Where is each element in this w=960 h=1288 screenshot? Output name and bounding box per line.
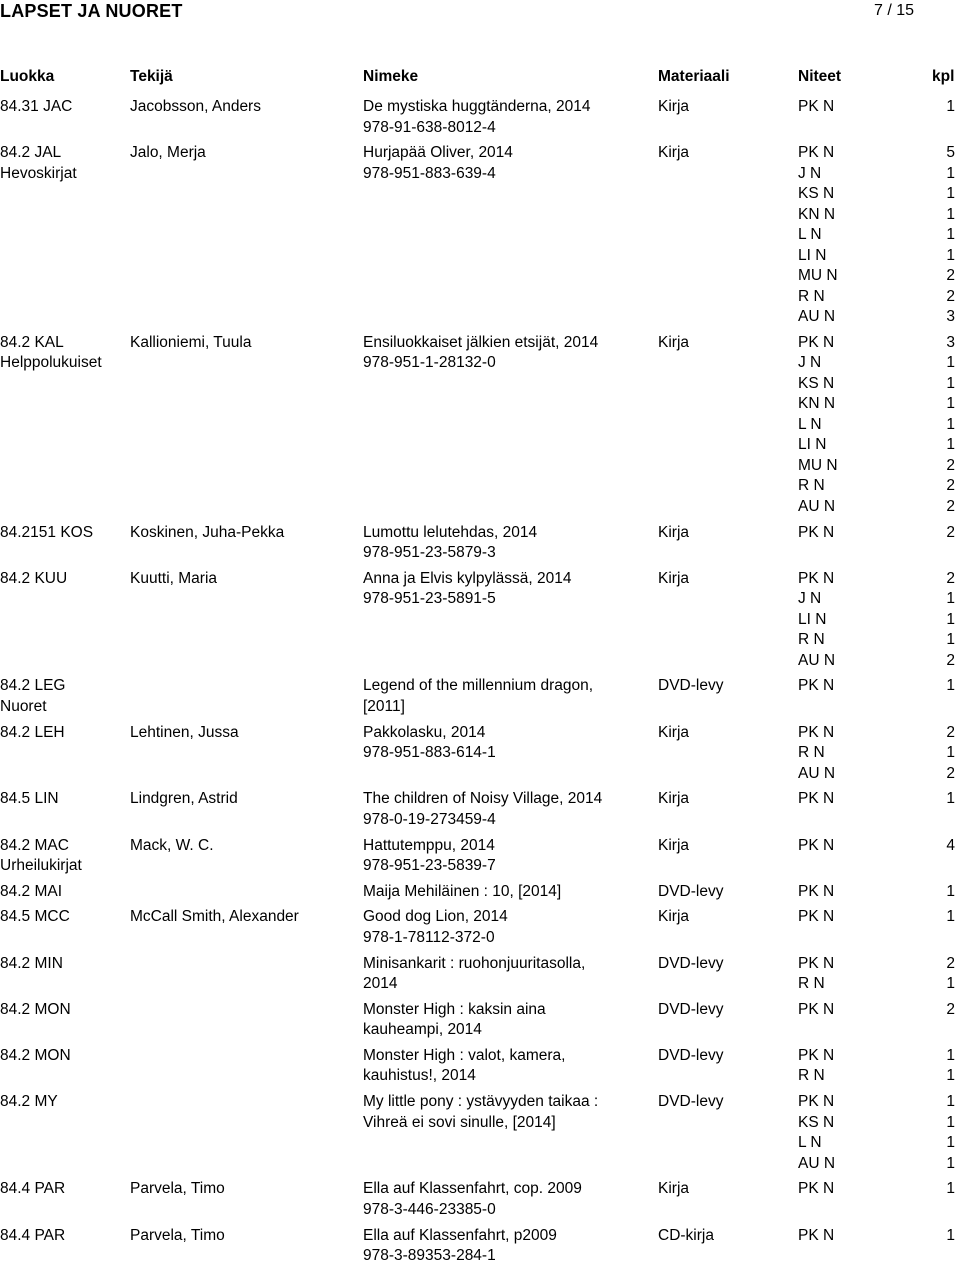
cell-materiaali: Kirja — [658, 790, 690, 808]
cell-nimeke — [363, 143, 653, 184]
nimeke-line: My little pony : ystävyyden taikaa : — [363, 1093, 599, 1111]
nimeke-line: Good dog Lion, 2014 — [363, 908, 508, 926]
luokka-line: 84.2 MON — [0, 1000, 71, 1018]
table-body — [0, 97, 960, 1272]
nimeke-line: De mystiska huggtänderna, 2014 — [363, 98, 591, 115]
nimeke-line: Ella auf Klassenfahrt, p2009 — [363, 1226, 557, 1244]
cell-luokka — [0, 907, 126, 928]
cell-nimeke — [363, 789, 653, 830]
niteet-line: MU N — [798, 267, 838, 285]
luokka-line: 84.2 MAC — [0, 836, 69, 854]
cell-niteet — [798, 1000, 888, 1021]
luokka-line: 84.2 MY — [0, 1093, 58, 1111]
cell-nimeke — [363, 333, 653, 374]
table-row — [0, 1046, 960, 1092]
nimeke-line: 978-1-78112-372-0 — [363, 928, 495, 946]
niteet-line: R N — [798, 975, 825, 993]
cell-materiaali: DVD-levy — [658, 1046, 724, 1064]
nimeke-line: 978-951-883-639-4 — [363, 164, 496, 182]
kpl-line: 1 — [946, 226, 955, 244]
nimeke-line: Ella auf Klassenfahrt, cop. 2009 — [363, 1180, 582, 1198]
cell-tekija: Kuutti, Maria — [130, 569, 218, 587]
cell-tekija: McCall Smith, Alexander — [130, 908, 299, 926]
kpl-line: 2 — [946, 569, 955, 587]
niteet-line: AU N — [798, 764, 836, 782]
cell-tekija: Jacobsson, Anders — [130, 98, 261, 115]
niteet-line: PK N — [798, 144, 835, 162]
luokka-line: 84.2 MAI — [0, 882, 63, 900]
cell-nimeke — [363, 907, 653, 948]
kpl-line: 1 — [946, 1113, 955, 1131]
kpl-line: 1 — [946, 354, 955, 372]
cell-kpl — [900, 333, 958, 518]
cell-materiaali: Kirja — [658, 1180, 690, 1198]
kpl-line: 1 — [946, 1134, 955, 1152]
kpl-line: 2 — [946, 651, 955, 669]
cell-materiaali: DVD-levy — [658, 677, 724, 695]
nimeke-line: The children of Noisy Village, 2014 — [363, 790, 603, 808]
nimeke-line: 978-3-89353-284-1 — [363, 1247, 496, 1264]
kpl-line: 1 — [946, 677, 955, 695]
niteet-line: KN N — [798, 205, 836, 223]
niteet-line: PK N — [798, 1093, 835, 1111]
kpl-line: 1 — [946, 185, 955, 203]
cell-materiaali: Kirja — [658, 836, 690, 854]
niteet-line: PK N — [798, 954, 835, 972]
niteet-line: PK N — [798, 333, 835, 351]
cell-kpl — [900, 789, 958, 810]
cell-niteet — [798, 523, 888, 544]
cell-nimeke — [363, 523, 653, 564]
luokka-line: Hevoskirjat — [0, 164, 77, 182]
cell-tekija: Lindgren, Astrid — [130, 790, 238, 808]
kpl-line: 2 — [946, 1000, 955, 1018]
table-row — [0, 1179, 960, 1225]
cell-materiaali: DVD-levy — [658, 1000, 724, 1018]
cell-luokka — [0, 1179, 126, 1200]
nimeke-line: Pakkolasku, 2014 — [363, 723, 486, 741]
cell-kpl — [900, 1046, 958, 1087]
nimeke-line: Ensiluokkaiset jälkien etsijät, 2014 — [363, 333, 599, 351]
kpl-line: 1 — [946, 590, 955, 608]
niteet-line: PK N — [798, 677, 835, 695]
cell-materiaali: Kirja — [658, 333, 690, 351]
cell-materiaali: CD-kirja — [658, 1226, 714, 1244]
kpl-line: 1 — [946, 395, 955, 413]
cell-kpl — [900, 954, 958, 995]
column-header-luokka: Luokka — [0, 68, 55, 85]
cell-kpl — [900, 143, 958, 328]
niteet-line: PK N — [798, 836, 835, 854]
cell-luokka — [0, 97, 126, 118]
nimeke-line: 978-951-883-614-1 — [363, 744, 496, 762]
page-title: LAPSET JA NUORET — [0, 1, 183, 21]
niteet-line: KS N — [798, 374, 835, 392]
luokka-line: 84.2 LEG — [0, 677, 66, 695]
table-row — [0, 333, 960, 523]
column-header-nimeke: Nimeke — [363, 68, 419, 85]
nimeke-line: Monster High : kaksin aina — [363, 1000, 546, 1018]
kpl-line: 2 — [946, 477, 955, 495]
cell-kpl — [900, 723, 958, 785]
kpl-line: 2 — [946, 497, 955, 515]
cell-luokka — [0, 882, 126, 903]
cell-nimeke — [363, 569, 653, 610]
nimeke-line: Vihreä ei sovi sinulle, [2014] — [363, 1113, 556, 1131]
cell-luokka — [0, 789, 126, 810]
niteet-line: MU N — [798, 456, 838, 474]
cell-luokka — [0, 1092, 126, 1113]
table-row — [0, 143, 960, 333]
cell-nimeke — [363, 723, 653, 764]
nimeke-line: Minisankarit : ruohonjuuritasolla, — [363, 954, 586, 972]
cell-niteet — [798, 333, 888, 518]
kpl-line: 1 — [946, 374, 955, 392]
table-row — [0, 882, 960, 908]
kpl-line: 1 — [946, 975, 955, 993]
kpl-line: 1 — [946, 908, 955, 926]
cell-niteet — [798, 1226, 888, 1247]
luokka-line: 84.5 LIN — [0, 790, 59, 808]
kpl-line: 2 — [946, 723, 955, 741]
cell-tekija: Jalo, Merja — [130, 144, 206, 162]
cell-materiaali: Kirja — [658, 523, 690, 541]
table-row — [0, 1092, 960, 1179]
kpl-line: 1 — [946, 1046, 955, 1064]
cell-nimeke — [363, 954, 653, 995]
table-header — [0, 68, 960, 89]
niteet-line: PK N — [798, 1226, 835, 1244]
kpl-line: 1 — [946, 1226, 955, 1244]
cell-niteet — [798, 676, 888, 697]
niteet-line: R N — [798, 744, 825, 762]
luokka-line: 84.4 PAR — [0, 1180, 66, 1198]
nimeke-line: Legend of the millennium dragon, — [363, 677, 594, 695]
niteet-line: L N — [798, 1134, 822, 1152]
nimeke-line: Hattutemppu, 2014 — [363, 836, 495, 854]
niteet-line: J N — [798, 590, 822, 608]
cell-kpl — [900, 97, 958, 118]
cell-tekija: Parvela, Timo — [130, 1226, 225, 1244]
kpl-line: 3 — [946, 308, 955, 326]
kpl-line: 1 — [946, 98, 955, 115]
cell-niteet — [798, 789, 888, 810]
table-row — [0, 723, 960, 790]
table-row — [0, 676, 960, 722]
cell-kpl — [900, 907, 958, 928]
cell-luokka — [0, 333, 126, 374]
table-row — [0, 789, 960, 835]
nimeke-line: 978-3-446-23385-0 — [363, 1200, 496, 1218]
niteet-line: PK N — [798, 882, 835, 900]
cell-nimeke — [363, 1000, 653, 1041]
kpl-line: 1 — [946, 205, 955, 223]
cell-kpl — [900, 1226, 958, 1247]
luokka-line: 84.2 KUU — [0, 569, 68, 587]
nimeke-line: Monster High : valot, kamera, — [363, 1046, 566, 1064]
niteet-line: AU N — [798, 651, 836, 669]
kpl-line: 1 — [946, 882, 955, 900]
cell-materiaali: Kirja — [658, 144, 690, 162]
page-number: 7 / 15 — [873, 2, 914, 19]
cell-nimeke — [363, 1179, 653, 1220]
table-row — [0, 523, 960, 569]
cell-nimeke — [363, 1046, 653, 1087]
cell-materiaali: DVD-levy — [658, 882, 724, 900]
niteet-line: AU N — [798, 1154, 836, 1172]
cell-tekija: Lehtinen, Jussa — [130, 723, 239, 741]
kpl-line: 1 — [946, 1154, 955, 1172]
niteet-line: PK N — [798, 790, 835, 808]
cell-niteet — [798, 1046, 888, 1087]
luokka-line: Urheilukirjat — [0, 857, 82, 874]
nimeke-line: 978-0-19-273459-4 — [363, 810, 496, 828]
kpl-line: 2 — [946, 954, 955, 972]
cell-niteet — [798, 1179, 888, 1200]
niteet-line: AU N — [798, 497, 836, 515]
niteet-line: PK N — [798, 523, 835, 541]
cell-luokka — [0, 836, 126, 877]
kpl-line: 1 — [946, 1180, 955, 1198]
cell-materiaali: Kirja — [658, 908, 690, 926]
nimeke-line: Lumottu lelutehdas, 2014 — [363, 523, 538, 541]
kpl-line: 1 — [946, 610, 955, 628]
niteet-line: KN N — [798, 395, 836, 413]
kpl-line: 1 — [946, 246, 955, 264]
nimeke-line: Hurjapää Oliver, 2014 — [363, 144, 513, 162]
nimeke-line: [2011] — [363, 697, 405, 715]
niteet-line: PK N — [798, 908, 835, 926]
nimeke-line: 978-951-23-5839-7 — [363, 857, 496, 874]
niteet-line: PK N — [798, 1046, 835, 1064]
kpl-line: 2 — [946, 267, 955, 285]
luokka-line: 84.2 MON — [0, 1046, 71, 1064]
cell-luokka — [0, 1000, 126, 1021]
cell-luokka — [0, 1046, 126, 1067]
niteet-line: R N — [798, 631, 825, 649]
niteet-line: KS N — [798, 185, 835, 203]
cell-materiaali: Kirja — [658, 569, 690, 587]
luokka-line: 84.5 MCC — [0, 908, 70, 926]
cell-nimeke — [363, 836, 653, 877]
kpl-line: 1 — [946, 631, 955, 649]
cell-niteet — [798, 882, 888, 903]
cell-kpl — [900, 676, 958, 697]
cell-niteet — [798, 907, 888, 928]
nimeke-line: 978-951-23-5891-5 — [363, 590, 496, 608]
luokka-line: 84.2 LEH — [0, 723, 65, 741]
cell-kpl — [900, 836, 958, 857]
cell-tekija: Kallioniemi, Tuula — [130, 333, 252, 351]
kpl-line: 1 — [946, 436, 955, 454]
nimeke-line: kauheampi, 2014 — [363, 1021, 482, 1039]
cell-kpl — [900, 1000, 958, 1021]
kpl-line: 1 — [946, 744, 955, 762]
niteet-line: R N — [798, 477, 825, 495]
kpl-line: 1 — [946, 790, 955, 808]
kpl-line: 4 — [946, 836, 955, 854]
cell-luokka — [0, 954, 126, 975]
column-header-kpl: kpl — [932, 68, 955, 85]
cell-materiaali: DVD-levy — [658, 1093, 724, 1111]
kpl-line: 2 — [946, 764, 955, 782]
cell-tekija: Parvela, Timo — [130, 1180, 225, 1198]
niteet-line: KS N — [798, 1113, 835, 1131]
niteet-line: PK N — [798, 1000, 835, 1018]
cell-niteet — [798, 569, 888, 672]
table-row — [0, 836, 960, 882]
niteet-line: J N — [798, 164, 822, 182]
table-row — [0, 1226, 960, 1272]
niteet-line: L N — [798, 415, 822, 433]
column-header-tekija: Tekijä — [130, 68, 173, 85]
kpl-line: 1 — [946, 1067, 955, 1085]
cell-materiaali: DVD-levy — [658, 954, 724, 972]
cell-materiaali: Kirja — [658, 98, 690, 115]
kpl-line: 2 — [946, 456, 955, 474]
cell-tekija: Koskinen, Juha-Pekka — [130, 523, 285, 541]
niteet-line: PK N — [798, 98, 835, 115]
luokka-line: 84.31 JAC — [0, 98, 73, 115]
luokka-line: Nuoret — [0, 697, 47, 715]
column-header-materiaali: Materiaali — [658, 68, 730, 85]
luokka-line: 84.4 PAR — [0, 1226, 66, 1244]
cell-nimeke — [363, 1226, 653, 1267]
cell-kpl — [900, 882, 958, 903]
cell-luokka — [0, 676, 126, 717]
luokka-line: 84.2151 KOS — [0, 523, 94, 541]
cell-niteet — [798, 723, 888, 785]
kpl-line: 5 — [946, 144, 955, 162]
nimeke-line: kauhistus!, 2014 — [363, 1067, 476, 1085]
kpl-line: 1 — [946, 1093, 955, 1111]
cell-kpl — [900, 1092, 958, 1174]
cell-luokka — [0, 143, 126, 184]
niteet-line: J N — [798, 354, 822, 372]
table-row — [0, 907, 960, 953]
cell-luokka — [0, 723, 126, 744]
luokka-line: 84.2 JAL — [0, 144, 62, 162]
niteet-line: PK N — [798, 569, 835, 587]
niteet-line: R N — [798, 287, 825, 305]
cell-kpl — [900, 1179, 958, 1200]
cell-kpl — [900, 523, 958, 544]
luokka-line: Helppolukuiset — [0, 354, 102, 372]
cell-niteet — [798, 97, 888, 118]
niteet-line: PK N — [798, 723, 835, 741]
cell-niteet — [798, 143, 888, 328]
nimeke-line: 2014 — [363, 975, 398, 993]
niteet-line: LI N — [798, 246, 827, 264]
table-row — [0, 1000, 960, 1046]
nimeke-line: Anna ja Elvis kylpylässä, 2014 — [363, 569, 572, 587]
table-row — [0, 954, 960, 1000]
cell-niteet — [798, 1092, 888, 1174]
cell-nimeke — [363, 882, 653, 903]
kpl-line: 1 — [946, 164, 955, 182]
niteet-line: LI N — [798, 610, 827, 628]
column-header-niteet: Niteet — [798, 68, 842, 85]
niteet-line: L N — [798, 226, 822, 244]
luokka-line: 84.2 MIN — [0, 954, 63, 972]
cell-materiaali: Kirja — [658, 723, 690, 741]
nimeke-line: 978-91-638-8012-4 — [363, 118, 496, 136]
cell-luokka — [0, 523, 126, 544]
cell-nimeke — [363, 1092, 653, 1133]
cell-niteet — [798, 836, 888, 857]
luokka-line: 84.2 KAL — [0, 333, 64, 351]
cell-niteet — [798, 954, 888, 995]
niteet-line: PK N — [798, 1180, 835, 1198]
nimeke-line: Maija Mehiläinen : 10, [2014] — [363, 882, 562, 900]
nimeke-line: 978-951-23-5879-3 — [363, 544, 496, 562]
niteet-line: R N — [798, 1067, 825, 1085]
cell-nimeke — [363, 676, 653, 717]
niteet-line: AU N — [798, 308, 836, 326]
nimeke-line: 978-951-1-28132-0 — [363, 354, 496, 372]
kpl-line: 3 — [946, 333, 955, 351]
kpl-line: 1 — [946, 415, 955, 433]
cell-kpl — [900, 569, 958, 672]
kpl-line: 2 — [946, 523, 955, 541]
kpl-line: 2 — [946, 287, 955, 305]
niteet-line: LI N — [798, 436, 827, 454]
table-row — [0, 569, 960, 677]
cell-tekija: Mack, W. C. — [130, 836, 214, 854]
cell-luokka — [0, 1226, 126, 1247]
cell-luokka — [0, 569, 126, 590]
cell-nimeke — [363, 97, 653, 138]
table-row — [0, 97, 960, 143]
